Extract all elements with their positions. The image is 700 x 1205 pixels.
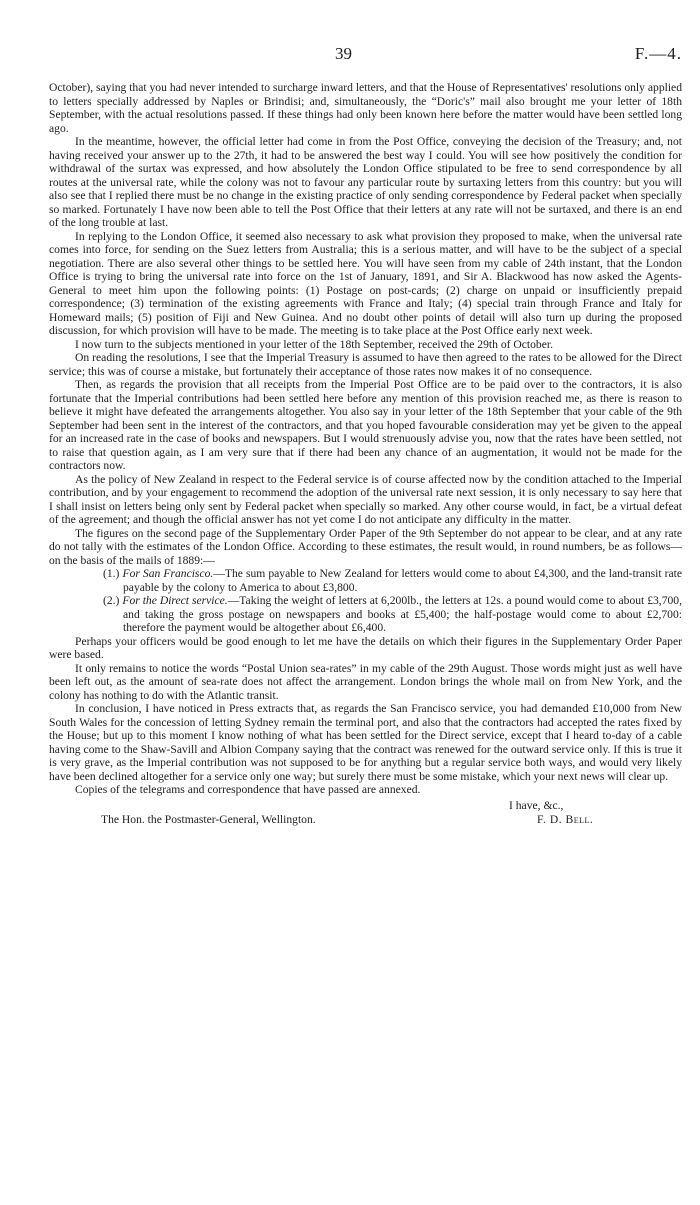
paragraph: In conclusion, I have noticed in Press extracts that, as regards the San Francisco service, you had demanded £10,000 from New South Wales for the concession of letting Sydney remain the terminal port, and also that the contractors had accepted the rates fixed by the House; but up to this moment I know nothing of what has been settled for the Direct service, except that I heard to-day of a cable having come to the Shaw-Savill and Albion Company saying that the contract was renewed for the outward service only. If this is true it is very grave, as the Imperial contribution was not supposed to be for anything but a regular service both ways, and would very likely have been declined altogether for a service only one way; but surely there must be some mistake, which your next news will clear up. bbox=[49, 702, 682, 783]
paragraph: I now turn to the subjects mentioned in your letter of the 18th September, received the 29th of October. bbox=[75, 337, 553, 351]
addressee: The Hon. the Postmaster-General, Wellington. bbox=[101, 812, 316, 826]
page-header bbox=[0, 44, 700, 66]
letter-closing bbox=[49, 799, 682, 841]
paragraph: Perhaps your officers would be good enough to let me have the details on which their figures in the Supplementary Order Paper were based. bbox=[49, 634, 682, 661]
paragraph: October), saying that you had never intended to surcharge inward letters, and that the House of Representatives' resolutions only applied to letters specially addressed by Naples or Brindisi; and, simultaneously, the “Doric's” mail also brought me your letter of 18th September, with the actual resolutions passed. If these things had only been known here before the matter would have been settled long ago. bbox=[49, 81, 682, 135]
paragraph: In the meantime, however, the official letter had come in from the Post Office, conveying the decision of the Treasury; and, not having received your answer up to the 27th, it had to be answered the best way I could. You will see how positively the condition for withdrawal of the surtax was expressed, and how absolutely the London Office stipulated to be free to send correspondence by all routes at the universal rate, while the colony was not to favour any particular route by surtaxing letters from this country: but you will also see that I replied there must be no change in the existing practice of only sending correspondence by Federal packet when specially so marked. Fortunately I have now been able to tell the Post Office that their letters at any rate will not be surtaxed, and there is an end of the long trouble at last. bbox=[49, 135, 682, 229]
paragraph: As the policy of New Zealand in respect to the Federal service is of course affected now by the condition attached to the Imperial contribution, and by your engagement to recommend the adoption of the universal rate next session, it is only necessary to say here that I shall insist on letters being only sent by Federal packet when specially so marked. Any other course would, in fact, be a virtual defeat of the agreement; and though the official answer has not yet come I do not anticipate any difficulty in the matter. bbox=[49, 472, 682, 526]
document-reference: F.—4. bbox=[634, 44, 682, 63]
page-number: 39 bbox=[335, 44, 352, 63]
item-text: —Taking the weight of letters at 6,200lb., the letters at 12s. a pound would come to about £3,700, and taking the gross postage on newspapers and books at £5,400; the half-postage would come to about £2,700: therefore the payment would be altogether about £6,400. bbox=[123, 594, 682, 634]
item-label: For the Direct service. bbox=[122, 594, 228, 607]
signature: F. D. Bell. bbox=[537, 812, 594, 826]
paragraph: Copies of the telegrams and correspondence that have passed are annexed. bbox=[75, 783, 421, 796]
paragraph: In replying to the London Office, it seemed also necessary to ask what provision they proposed to make, when the universal rate comes into force, for sending on the Suez letters from Australia; this is a serious matter, and will have to be the subject of a special negotiation. There are also several other things to be settled here. You will have seen from my cable of 24th instant, that the London Office is trying to bring the universal rate into force on the 1st of January, 1891, and Sir A. Blackwood has now asked the Agents-General to meet him upon the following points: (1) Postage on post-cards; (2) charge on unpaid or insufficiently prepaid correspondence; (3) termination of the existing agreements with France and Italy; (4) special train through France and Italy for Homeward mails; (5) position of Fiji and New Guinea. And no doubt other points of detail will also turn up during the proposed discussion, for which provision will have to be made. The meeting is to take place at the Post Office early next week. bbox=[49, 229, 682, 337]
item-number: (2.) bbox=[103, 594, 120, 607]
estimate-item-direct-service bbox=[49, 594, 682, 635]
estimate-item-san-francisco bbox=[49, 567, 682, 594]
paragraph: The figures on the second page of the Supplementary Order Paper of the 9th September do not appear to be clear, and at any rate do not tally with the estimates of the London Office. According to these estimates, the result would, in round numbers, be as follows—on the basis of the mails of 1889:— bbox=[49, 526, 682, 567]
item-label: For San Francisco. bbox=[122, 567, 214, 580]
salutation: I have, &c., bbox=[509, 798, 564, 812]
item-text: —The sum payable to New Zealand for letters would come to about £4,300, and the land-transit rate payable by the colony to America to about £3,800. bbox=[123, 567, 682, 594]
item-number: (1.) bbox=[103, 567, 120, 580]
paragraph: On reading the resolutions, I see that the Imperial Treasury is assumed to have then agreed to the rates to be allowed for the Direct service; this was of course a mistake, but fortunately their acceptance of those rates now makes it of no consequence. bbox=[49, 351, 682, 378]
paragraph: It only remains to notice the words “Postal Union sea-rates” in my cable of the 29th August. Those words might just as well have been left out, as the amount of sea-rate does not affect the arrangement. London brings the whole mail on from New York, and the colony has nothing to do with the Atlantic transit. bbox=[49, 661, 682, 702]
letter-body bbox=[49, 81, 682, 841]
paragraph: Then, as regards the provision that all receipts from the Imperial Post Office are to be paid over to the contractors, it is also fortunate that the Imperial contributions had been settled here before any mention of this provision reached me, as there is reason to believe it might have defeated the arrangements altogether. You also say in your letter of the 18th September that your cable of the 9th September had been sent in the interest of the contractors, and that you hoped favourable consideration may yet be given to the appeal for an increased rate in the case of books and newspapers. But I would strenuously advise you, now that the rates have been settled, not to raise that question again, as I am very sure that if there had been any chance of an augmentation, it would not be made for the contractors now. bbox=[49, 378, 682, 472]
